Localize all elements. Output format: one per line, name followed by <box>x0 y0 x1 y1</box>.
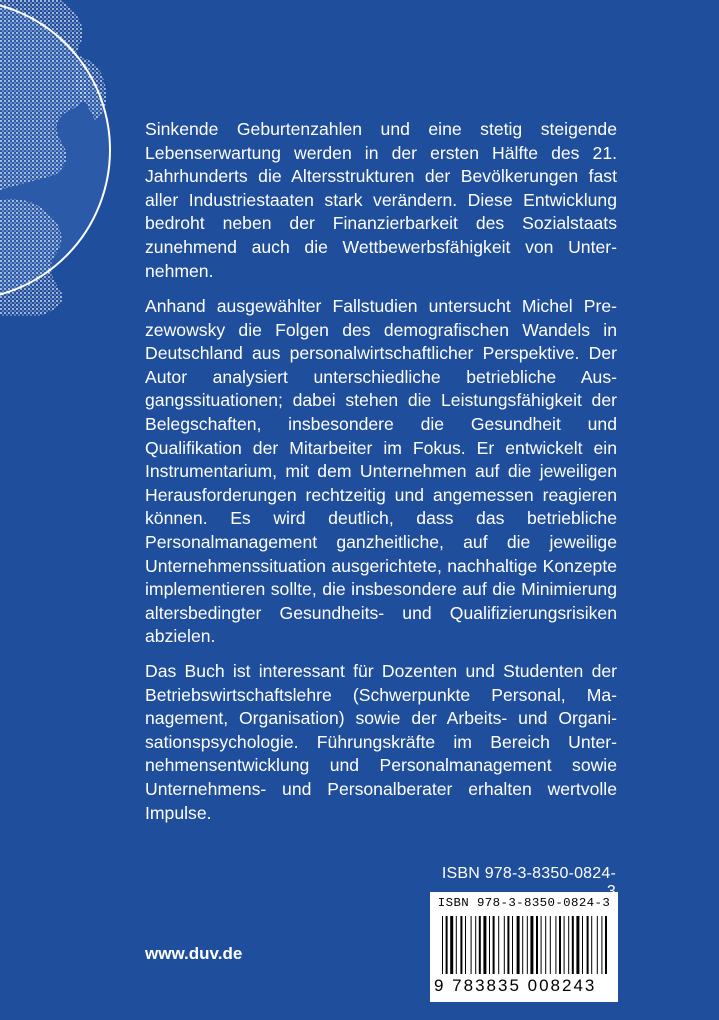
barcode-digits: 9 783835 008243 <box>434 976 597 995</box>
barcode <box>430 892 618 1002</box>
barcode-isbn-text: ISBN 978-3-8350-0824-3 <box>437 896 611 910</box>
isbn-label: ISBN 978-3-8350-0824- <box>441 865 616 882</box>
description-paragraph-1: Sinkende Geburtenzahlen und eine stetig steigende Lebenserwartung werden in der ersten Hälfte des 21. Jahrhunderts die Altersstrukturen der Bevölkerungen fast aller Industriestaaten stark verändern. Diese Entwicklung bedroht neben der Finanzierbarkeit des Sozialstaats zunehmend auch die Wettbewerbsfähigkeit von Unternehmen. <box>145 119 617 281</box>
description-paragraph-3: Das Buch ist interessant für Dozenten und Studenten der Betriebswirtschaftslehre (Schwerpunkte Personal, Management, Organisation) sowie der Arbeits- und Organisationspsychologie. Führungskräfte im Bereich Unternehmensentwicklung und Personalmanagement sowie Unternehmens- und Personalberater erhalten wertvolle Impulse. <box>145 661 617 823</box>
barcode-bars <box>430 914 618 980</box>
publisher-website: www.duv.de <box>145 944 243 963</box>
globe-icon <box>0 0 112 316</box>
description-paragraph-2: Anhand ausgewählter Fallstudien untersucht Michel Prezewowsky die Folgen des demografischen Wandels in Deutschland aus personalwirtschaftlicher Perspektive. Der Autor analysiert unterschiedliche betriebliche Ausgangssituationen; dabei stehen die Leistungsfähigkeit der Belegschaften, insbesondere die Gesundheit und Qualifikation der Mitarbeiter im Fokus. Er entwickelt ein Instrumentarium, mit dem Unternehmen auf die jeweiligen Herausforderungen rechtzeitig und angemessen reagieren können. Es wird deutlich, dass das betriebliche Personalmanagement ganzheitliche, auf die jeweilige Unternehmenssituation ausgerichtete, nachhaltige Konzepte implementieren sollte, die insbesondere auf die Minimierung altersbedingter Gesundheits- und Qualifizierungsrisiken abzielen. <box>145 296 617 647</box>
